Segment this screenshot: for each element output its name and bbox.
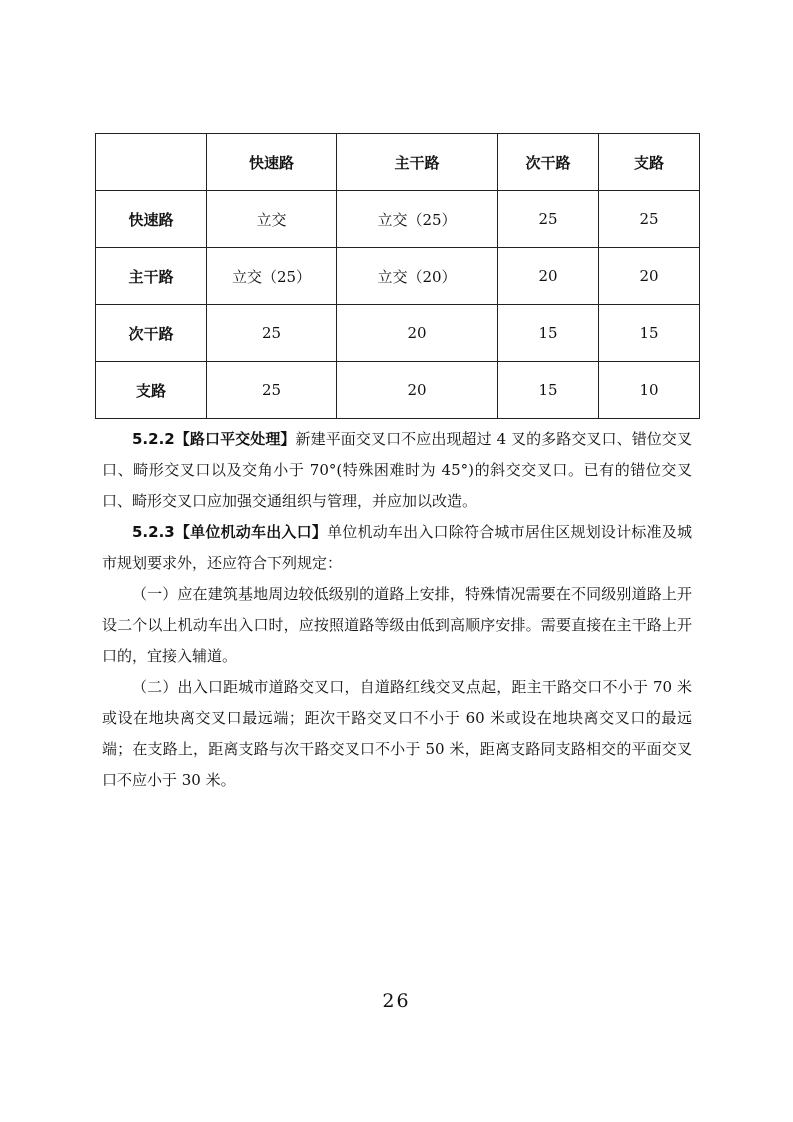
page-number: 26 xyxy=(382,990,411,1012)
row-label: 主干路 xyxy=(96,248,207,305)
row-label: 快速路 xyxy=(96,191,207,248)
table-header-row xyxy=(96,134,700,191)
table-cell: 立交（20） xyxy=(337,248,498,305)
section-heading-5-2-2: 5.2.2【路口平交处理】 xyxy=(132,430,296,448)
table-cell: 15 xyxy=(599,305,700,362)
paragraph-5-2-2 xyxy=(102,424,692,517)
table-header-corner xyxy=(96,134,207,191)
table-cell: 立交（25） xyxy=(337,191,498,248)
table-header-arterial: 主干路 xyxy=(337,134,498,191)
table-header-branch: 支路 xyxy=(599,134,700,191)
row-label: 次干路 xyxy=(96,305,207,362)
table-cell: 20 xyxy=(337,305,498,362)
table-cell: 20 xyxy=(599,248,700,305)
table-row xyxy=(96,191,700,248)
table-header-expressway: 快速路 xyxy=(207,134,337,191)
list-item-1: （一）应在建筑基地周边较低级别的道路上安排，特殊情况需要在不同级别道路上开设二个以上机动车出入口时，应按照道路等级由低到高顺序安排。需要直接在主干路上开口的，宜接入辅道。 xyxy=(102,585,692,665)
intersection-spacing-table-container xyxy=(95,133,699,419)
section-text-5-2-2: 新建平面交叉口不应出现超过 4 叉的多路交叉口、错位交叉口、畸形交叉口以及交角小于 70°(特殊困难时为 45°)的斜交交叉口。已有的错位交叉口、畸形交叉口应加强交通组织与管理，并应加以改造。 xyxy=(102,430,692,510)
table-cell: 25 xyxy=(599,191,700,248)
table-cell: 25 xyxy=(207,362,337,419)
table-cell: 立交 xyxy=(207,191,337,248)
table-row xyxy=(96,305,700,362)
table-cell: 立交（25） xyxy=(207,248,337,305)
row-label: 支路 xyxy=(96,362,207,419)
table-cell: 10 xyxy=(599,362,700,419)
table-cell: 15 xyxy=(498,305,599,362)
table-cell: 25 xyxy=(498,191,599,248)
section-heading-5-2-3: 5.2.3【单位机动车出入口】 xyxy=(132,523,328,541)
table-cell: 20 xyxy=(337,362,498,419)
paragraph-5-2-3 xyxy=(102,517,692,579)
table-cell: 25 xyxy=(207,305,337,362)
section-text-5-2-3: 单位机动车出入口除符合城市居住区规划设计标准及城市规划要求外，还应符合下列规定： xyxy=(102,523,692,572)
table-cell: 20 xyxy=(498,248,599,305)
intersection-spacing-table xyxy=(95,133,700,419)
list-item-2: （二）出入口距城市道路交叉口，自道路红线交叉点起，距主干路交口不小于 70 米或设在地块离交叉口最远端；距次干路交叉口不小于 60 米或设在地块离交叉口的最远端；在支路上，距离支路与次干路交叉口不小于 50 米，距离支路同支路相交的平面交叉口不应小于 30 米。 xyxy=(102,678,692,789)
table-row xyxy=(96,248,700,305)
body-text xyxy=(102,424,692,796)
table-cell: 15 xyxy=(498,362,599,419)
table-header-secondary: 次干路 xyxy=(498,134,599,191)
table-row xyxy=(96,362,700,419)
